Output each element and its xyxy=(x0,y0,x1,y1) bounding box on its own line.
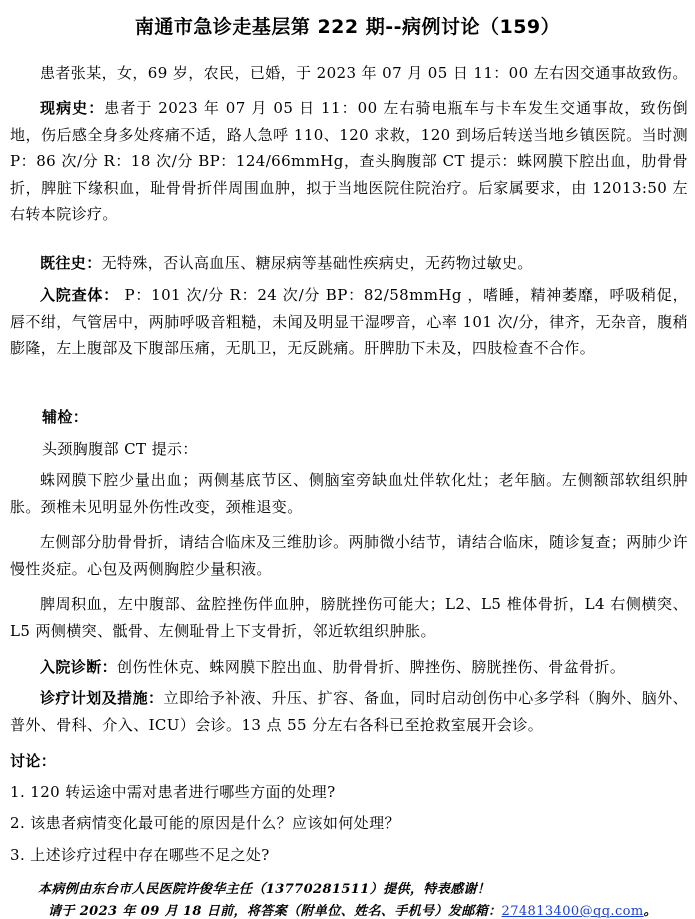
footer-credit: 本病例由东台市人民医院许俊华主任（13770281511）提供，特表感谢！ xyxy=(38,882,491,897)
discussion-question-2: 2. 该患者病情变化最可能的原因是什么？应该如何处理？ xyxy=(10,814,400,832)
footer-submit-suffix: 。 xyxy=(643,904,657,919)
history-text: 患者于 2023 年 07 月 05 日 11：00 左右骑电瓶车与卡车发生交通事故，致伤倒地，伤后感全身多处疼痛不适，路人急呼 110、120 求救，120 到场后转送当地乡镇医院。当时测 P：86 次/分 R：18 次/分 BP：124/66mmHg，查头胸腹部 CT 提示：蛛网膜下腔出血，肋骨骨折，脾脏下缘积血，耻骨骨折伴周围血肿，拟于当地医院住院治疗。后家属要求，由 12013:50 左右转本院诊疗。 xyxy=(10,99,688,223)
discussion-question-1: 1. 120 转运途中需对患者进行哪些方面的处理? xyxy=(10,783,336,801)
exam-label: 入院查体： xyxy=(40,286,119,304)
ct-finding-2: 左侧部分肋骨骨折，请结合临床及三维肋诊。两肺微小结节，请结合临床，随诊复查；两肺少许慢性炎症。心包及两侧胸腔少量积液。 xyxy=(10,533,688,578)
past-history-label: 既往史： xyxy=(40,254,102,272)
plan-paragraph xyxy=(10,685,688,738)
ct-finding-3: 脾周积血，左中腹部、盆腔挫伤伴血肿，膀胱挫伤可能大；L2、L5 椎体骨折，L4 右侧横突、L5 两侧横突、骶骨、左侧耻骨上下支骨折，邻近软组织肿胀。 xyxy=(10,595,688,640)
aux-label: 辅检： xyxy=(42,408,89,426)
diagnosis-paragraph xyxy=(10,654,688,681)
history-label: 现病史： xyxy=(40,99,105,117)
exam-text: P：101 次/分 R：24 次/分 BP：82/58mmHg ，嗜睡，精神萎靡，呼吸稍促，唇不绀，气管居中，两肺呼吸音粗糙，未闻及明显干湿啰音，心率 101 次/分，律齐，无杂音，腹稍膨隆，左上腹部及下腹部压痛，无肌卫，无反跳痛。肝脾肋下未及，四肢检查不合作。 xyxy=(10,286,688,357)
footer-submit-prefix: 请于 2023 年 09 月 18 日前，将答案（附单位、姓名、手机号）发邮箱： xyxy=(48,904,502,919)
diagnosis-text: 创伤性休克、蛛网膜下腔出血、肋骨骨折、脾挫伤、膀胱挫伤、骨盆骨折。 xyxy=(117,658,626,676)
footer-email-link[interactable]: 274813400@qq.com xyxy=(501,904,644,919)
discussion-question-3: 3. 上述诊疗过程中存在哪些不足之处? xyxy=(10,846,270,864)
diagnosis-label: 入院诊断： xyxy=(40,658,118,676)
plan-label: 诊疗计划及措施： xyxy=(40,689,164,707)
plan-text: 立即给予补液、升压、扩容、备血，同时启动创伤中心多学科（胸外、脑外、普外、骨科、介入、ICU）会诊。13 点 55 分左右各科已至抢救室展开会诊。 xyxy=(10,689,688,734)
discussion-label: 讨论： xyxy=(10,752,57,770)
history-paragraph xyxy=(10,95,688,228)
document-title: 南通市急诊走基层第 222 期--病例讨论（159） xyxy=(134,16,561,38)
ct-intro: 头颈胸腹部 CT 提示： xyxy=(42,440,198,458)
ct-finding-1: 蛛网膜下腔少量出血；两侧基底节区、侧脑室旁缺血灶伴软化灶；老年脑。左侧额部软组织肿胀。颈椎未见明显外伤性改变，颈椎退变。 xyxy=(10,471,688,516)
past-history-paragraph xyxy=(10,250,688,277)
exam-paragraph xyxy=(10,282,688,362)
intro-paragraph: 患者张某，女，69 岁，农民，已婚，于 2023 年 07 月 05 日 11：00 左右因交通事故致伤。 xyxy=(40,64,688,82)
past-history-text: 无特殊，否认高血压、糖尿病等基础性疾病史，无药物过敏史。 xyxy=(101,254,533,272)
footer-submit xyxy=(48,900,657,919)
